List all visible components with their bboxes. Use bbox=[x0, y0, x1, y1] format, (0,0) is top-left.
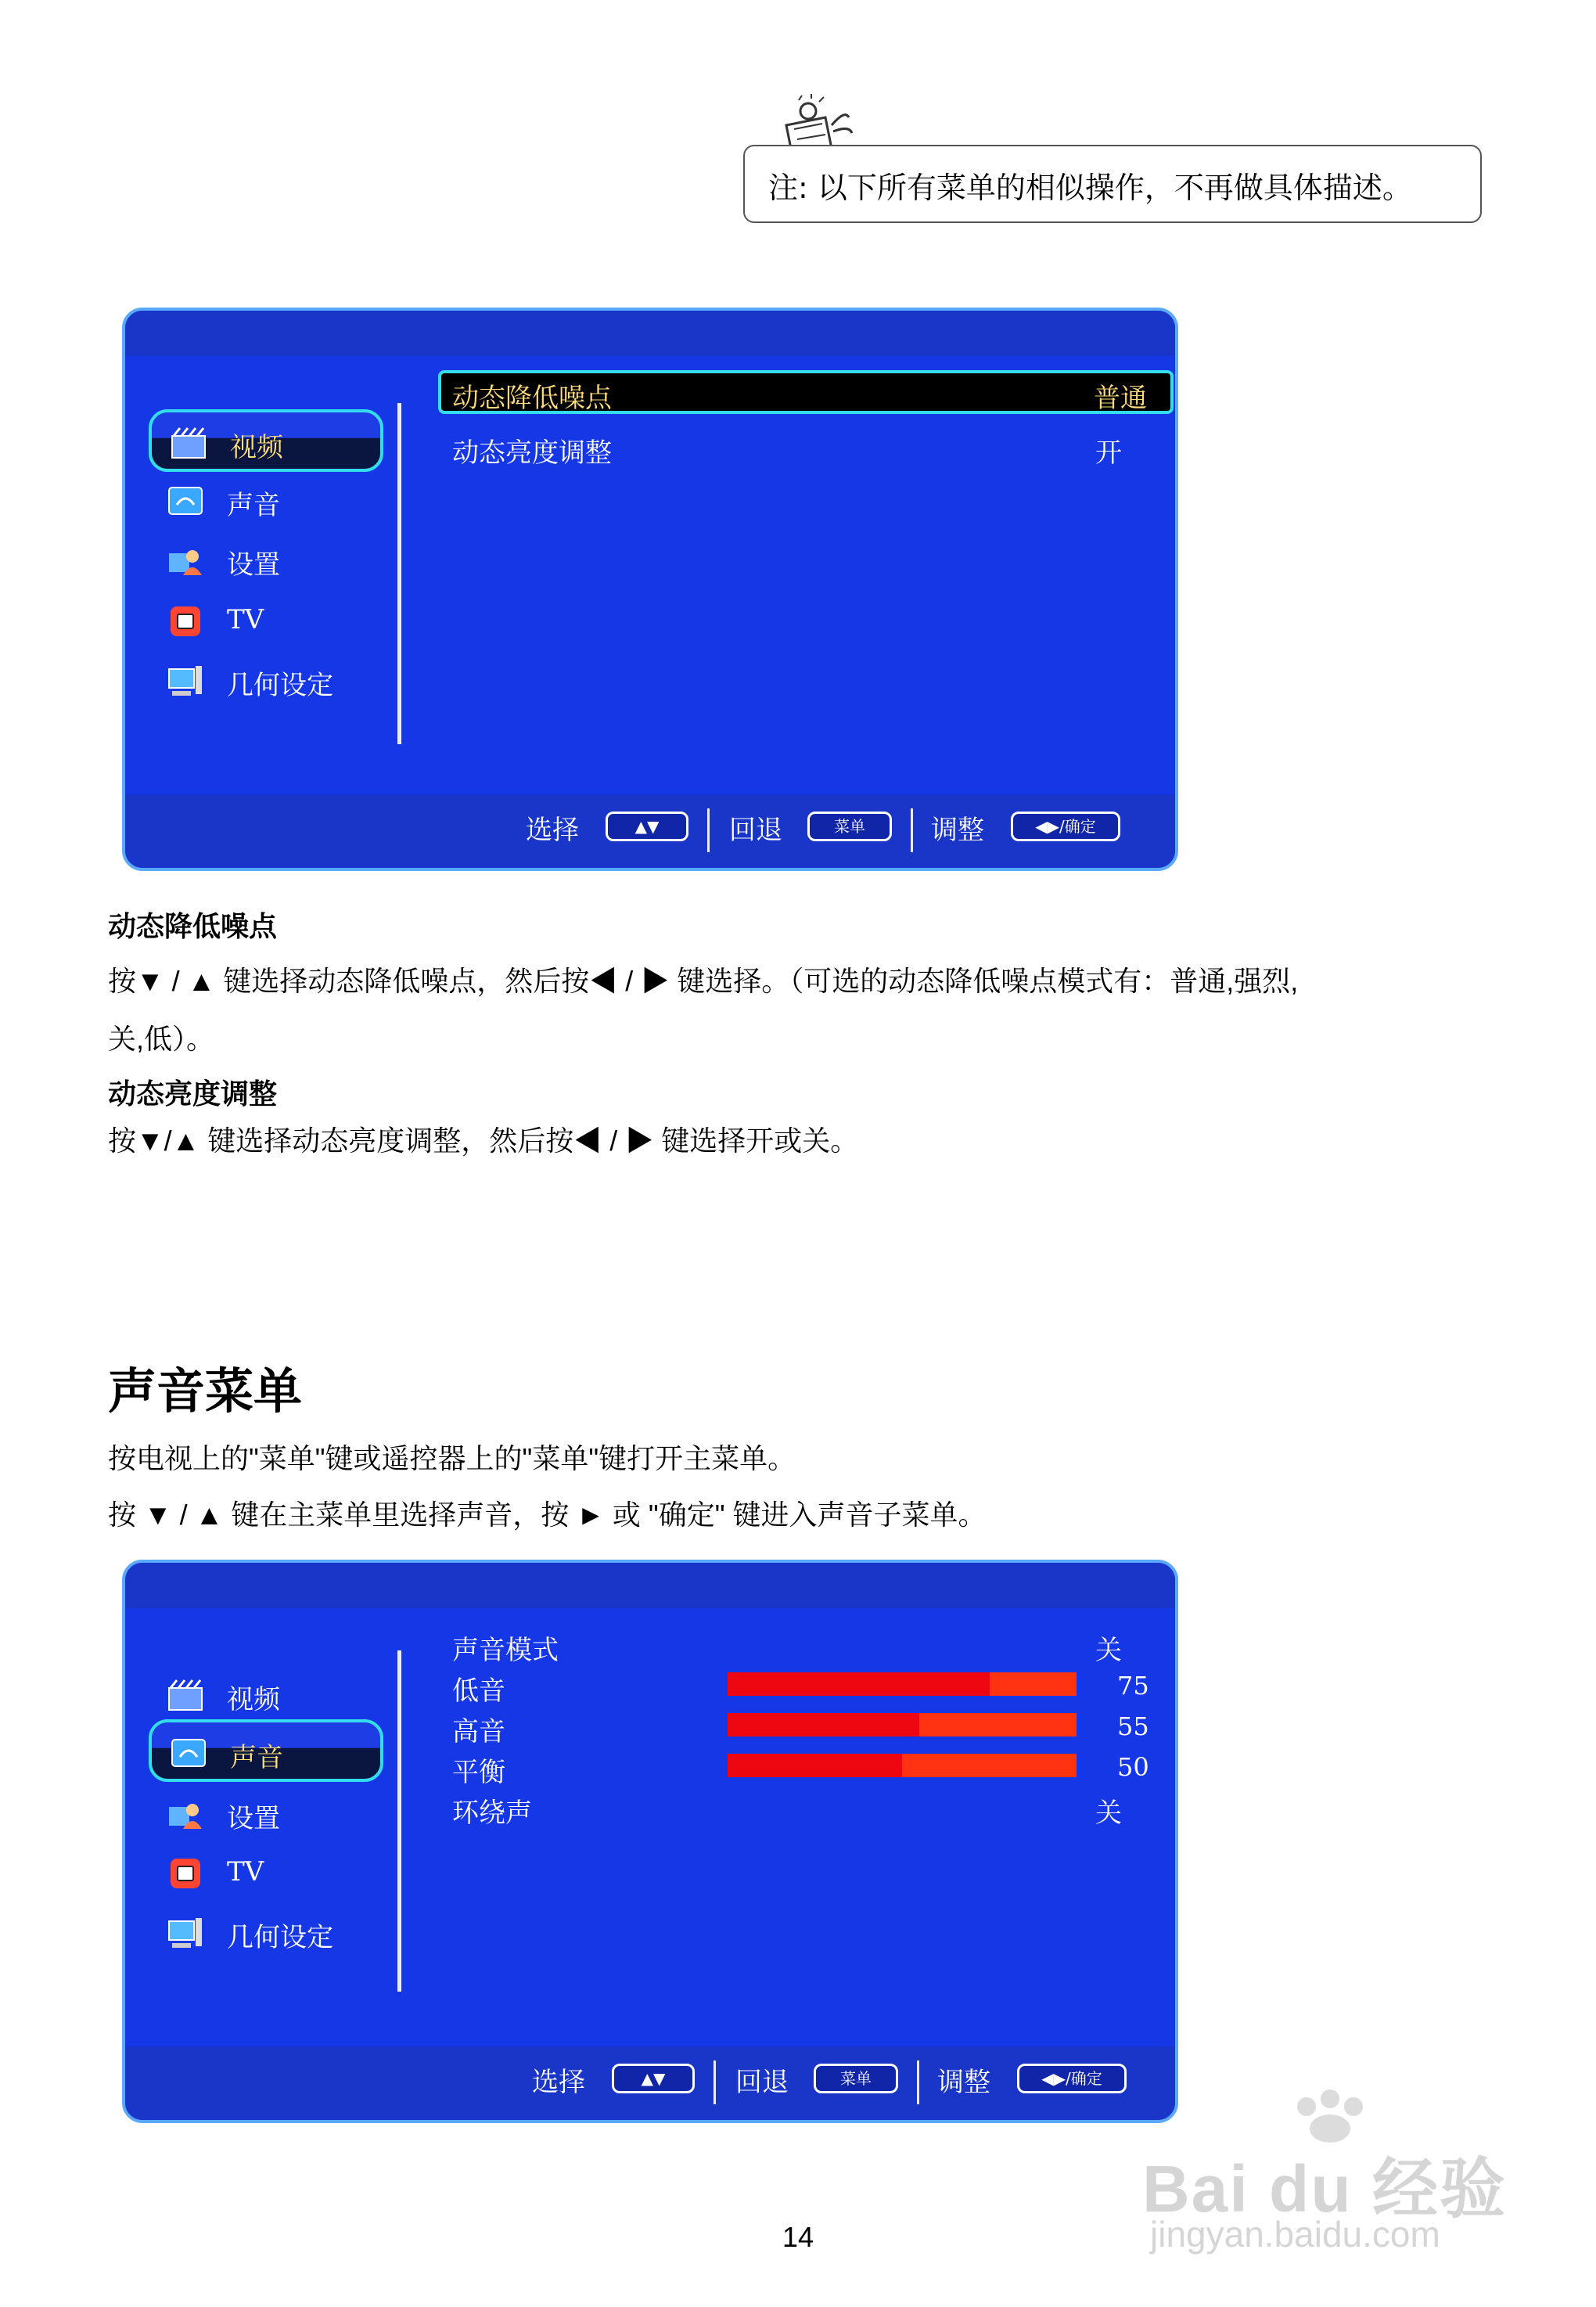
option-row-sound-mode[interactable] bbox=[452, 1624, 1156, 1666]
menu-button[interactable]: 菜单 bbox=[807, 812, 892, 841]
menu-divider bbox=[397, 1650, 401, 1992]
sidebar-label: 视频 bbox=[227, 1684, 280, 1715]
video-icon bbox=[171, 426, 207, 459]
video-icon bbox=[167, 1679, 203, 1711]
footer-separator bbox=[911, 808, 913, 852]
option-label: 平衡 bbox=[452, 1757, 505, 1788]
paragraph-noise-reduction-cont: 关,低）。 bbox=[108, 1023, 215, 1055]
option-value: 普通 bbox=[1094, 383, 1147, 414]
option-value: 关 bbox=[1095, 1635, 1122, 1666]
video-menu-screen bbox=[122, 308, 1178, 871]
section-title-sound-menu: 声音菜单 bbox=[108, 1365, 303, 1419]
footer-select-label: 选择 bbox=[532, 2067, 585, 2098]
settings-icon bbox=[167, 544, 203, 577]
footer-adjust-label: 调整 bbox=[931, 815, 984, 846]
watermark-sub: jingyan.baidu.com bbox=[1150, 2214, 1440, 2255]
option-label: 高音 bbox=[452, 1716, 505, 1747]
option-row-balance[interactable] bbox=[452, 1746, 1156, 1788]
option-label: 环绕声 bbox=[452, 1798, 532, 1829]
footer-select-label: 选择 bbox=[526, 815, 579, 846]
note-text: 注: 以下所有菜单的相似操作，不再做具体描述。 bbox=[768, 171, 1412, 205]
paragraph-dynamic-brightness: 按▼/▲ 键选择动态亮度调整，然后按◀ / ▶ 键选择开或关。 bbox=[108, 1125, 859, 1157]
treble-slider-fill bbox=[728, 1713, 919, 1737]
menu-button[interactable]: 菜单 bbox=[814, 2064, 898, 2093]
balance-slider[interactable] bbox=[728, 1754, 1077, 1777]
footer-separator bbox=[714, 2060, 716, 2104]
sidebar-label: 声音 bbox=[230, 1742, 283, 1773]
sidebar-label: 视频 bbox=[230, 432, 283, 463]
sidebar-item-sound[interactable] bbox=[149, 1719, 383, 1782]
option-label: 动态降低噪点 bbox=[452, 383, 612, 414]
sound-icon bbox=[167, 484, 203, 517]
balance-value: 50 bbox=[1117, 1752, 1149, 1782]
footer-separator bbox=[707, 808, 710, 852]
paragraph-enter-sound: 按 ▼ / ▲ 键在主菜单里选择声音，按 ► 或 "确定" 键进入声音子菜单。 bbox=[108, 1499, 987, 1531]
sidebar-item-video[interactable] bbox=[149, 1665, 383, 1727]
sidebar-label: 设置 bbox=[227, 549, 280, 581]
sidebar-item-settings[interactable] bbox=[149, 1783, 383, 1846]
adjust-ok-button[interactable]: ◀▶/确定 bbox=[1017, 2064, 1127, 2093]
sidebar-item-sound[interactable] bbox=[149, 470, 383, 533]
paragraph-noise-reduction: 按▼ / ▲ 键选择动态降低噪点，然后按◀ / ▶ 键选择。（可选的动态降低噪点模式有：普通,强烈, bbox=[108, 965, 1299, 997]
footer-back-label: 回退 bbox=[735, 2067, 789, 2098]
screen-footer bbox=[125, 794, 1175, 868]
page-number: 14 bbox=[782, 2221, 814, 2253]
bass-slider-fill bbox=[728, 1672, 990, 1696]
updown-button[interactable]: ▲▼ bbox=[606, 812, 688, 841]
tv-icon bbox=[167, 605, 203, 638]
sidebar-item-tv[interactable] bbox=[149, 591, 383, 653]
option-label: 声音模式 bbox=[452, 1635, 559, 1666]
sidebar-item-settings[interactable] bbox=[149, 530, 383, 592]
bass-value: 75 bbox=[1117, 1671, 1149, 1701]
footer-back-label: 回退 bbox=[729, 815, 782, 846]
geometry-icon bbox=[167, 664, 203, 697]
geometry-icon bbox=[167, 1917, 203, 1949]
bass-slider[interactable] bbox=[728, 1672, 1077, 1696]
sidebar-item-tv[interactable] bbox=[149, 1843, 383, 1906]
baidu-watermark bbox=[1142, 2089, 1510, 2262]
menu-divider bbox=[397, 403, 401, 744]
option-label: 动态亮度调整 bbox=[452, 437, 612, 469]
sidebar-item-video[interactable] bbox=[149, 409, 383, 472]
screen-top-bar bbox=[125, 311, 1175, 356]
heading-noise-reduction: 动态降低噪点 bbox=[108, 910, 278, 942]
adjust-ok-button[interactable]: ◀▶/确定 bbox=[1011, 812, 1120, 841]
sidebar-label: TV bbox=[227, 604, 264, 635]
treble-slider[interactable] bbox=[728, 1713, 1077, 1737]
updown-button[interactable]: ▲▼ bbox=[612, 2064, 695, 2093]
note-box bbox=[743, 145, 1482, 223]
option-row-noise-reduction[interactable] bbox=[438, 370, 1174, 414]
option-value: 开 bbox=[1095, 437, 1122, 469]
sidebar-label: 设置 bbox=[227, 1803, 280, 1834]
footer-adjust-label: 调整 bbox=[937, 2067, 990, 2098]
tv-icon bbox=[167, 1857, 203, 1890]
heading-dynamic-brightness: 动态亮度调整 bbox=[108, 1078, 278, 1110]
balance-slider-fill bbox=[728, 1754, 902, 1777]
sound-menu-screen bbox=[122, 1560, 1178, 2123]
sidebar-item-geometry[interactable] bbox=[149, 650, 383, 713]
sidebar-label: TV bbox=[227, 1856, 264, 1888]
sidebar-label: 声音 bbox=[227, 490, 280, 521]
footer-separator bbox=[917, 2060, 919, 2104]
settings-icon bbox=[167, 1798, 203, 1830]
screen-footer bbox=[125, 2046, 1175, 2120]
option-row-treble[interactable] bbox=[452, 1705, 1156, 1747]
option-label: 低音 bbox=[452, 1675, 505, 1707]
option-row-dynamic-brightness[interactable] bbox=[452, 426, 1156, 469]
sound-icon bbox=[171, 1737, 207, 1769]
watermark-main: Bai du 经验 bbox=[1142, 2152, 1508, 2226]
option-value: 关 bbox=[1095, 1798, 1122, 1829]
paragraph-open-menu: 按电视上的"菜单"键或遥控器上的"菜单"键打开主菜单。 bbox=[108, 1442, 796, 1474]
option-row-surround[interactable] bbox=[452, 1787, 1156, 1829]
option-row-bass[interactable] bbox=[452, 1665, 1156, 1707]
screen-top-bar bbox=[125, 1563, 1175, 1608]
treble-value: 55 bbox=[1117, 1711, 1149, 1741]
sidebar-label: 几何设定 bbox=[227, 1922, 333, 1953]
sidebar-label: 几何设定 bbox=[227, 670, 333, 701]
sidebar-item-geometry[interactable] bbox=[149, 1902, 383, 1965]
